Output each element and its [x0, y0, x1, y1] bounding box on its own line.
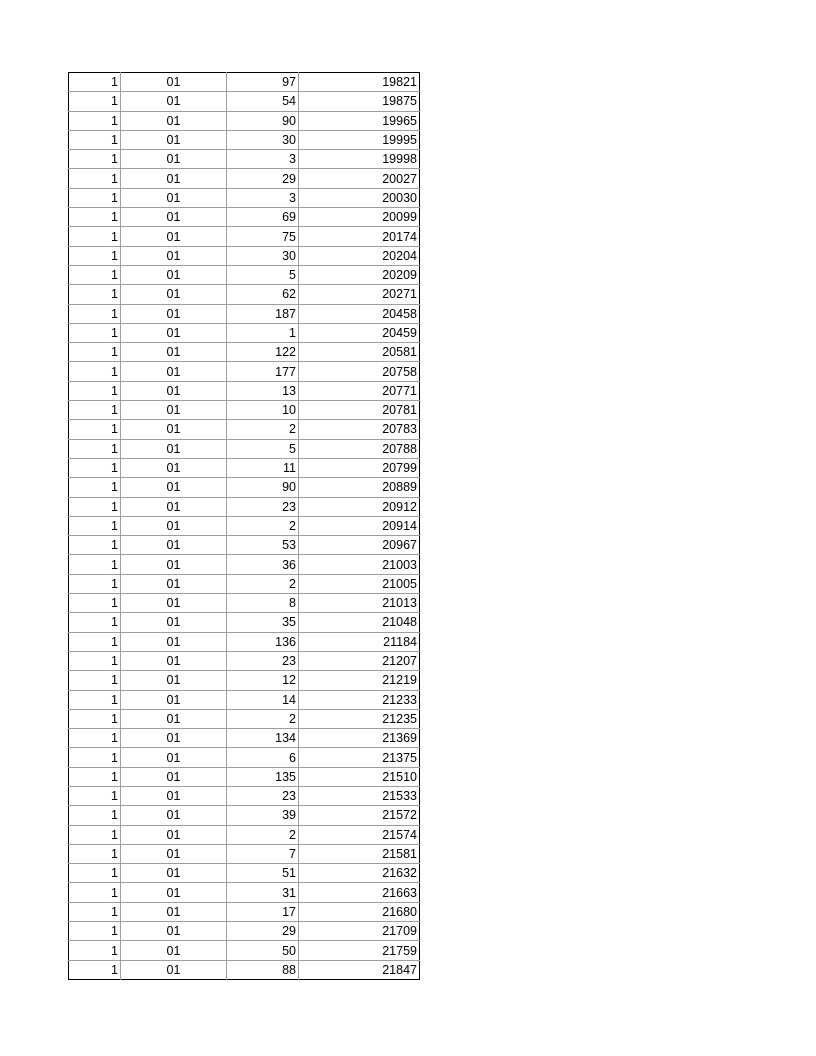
col-c-cell: 90: [227, 111, 299, 130]
col-c-cell: 2: [227, 420, 299, 439]
col-d-cell: 21233: [299, 690, 420, 709]
col-b-cell: 01: [121, 208, 227, 227]
col-a-cell: 1: [69, 169, 121, 188]
col-d-cell: 21663: [299, 883, 420, 902]
col-c-cell: 122: [227, 343, 299, 362]
col-b-cell: 01: [121, 150, 227, 169]
col-d-cell: 19965: [299, 111, 420, 130]
col-b-cell: 01: [121, 767, 227, 786]
col-d-cell: 21369: [299, 729, 420, 748]
table-body: [69, 73, 420, 980]
table-row: [69, 864, 420, 883]
col-c-cell: 5: [227, 265, 299, 284]
col-b-cell: 01: [121, 169, 227, 188]
col-c-cell: 30: [227, 130, 299, 149]
table-row: [69, 265, 420, 284]
table-row: [69, 439, 420, 458]
col-c-cell: 10: [227, 401, 299, 420]
col-c-cell: 6: [227, 748, 299, 767]
col-d-cell: 20799: [299, 458, 420, 477]
col-a-cell: 1: [69, 227, 121, 246]
col-a-cell: 1: [69, 439, 121, 458]
col-a-cell: 1: [69, 960, 121, 979]
col-d-cell: 21003: [299, 555, 420, 574]
col-a-cell: 1: [69, 536, 121, 555]
table-row: [69, 883, 420, 902]
col-b-cell: 01: [121, 343, 227, 362]
col-a-cell: 1: [69, 555, 121, 574]
table-row: [69, 285, 420, 304]
col-b-cell: 01: [121, 362, 227, 381]
table-row: [69, 420, 420, 439]
col-c-cell: 39: [227, 806, 299, 825]
col-d-cell: 20771: [299, 381, 420, 400]
col-d-cell: 21375: [299, 748, 420, 767]
col-d-cell: 20758: [299, 362, 420, 381]
table-row: [69, 960, 420, 979]
table-row: [69, 188, 420, 207]
col-c-cell: 53: [227, 536, 299, 555]
table-row: [69, 729, 420, 748]
table-row: [69, 227, 420, 246]
col-d-cell: 20458: [299, 304, 420, 323]
col-d-cell: 20204: [299, 246, 420, 265]
col-d-cell: 21533: [299, 786, 420, 805]
col-d-cell: 21572: [299, 806, 420, 825]
col-d-cell: 21680: [299, 902, 420, 921]
col-d-cell: 21013: [299, 594, 420, 613]
col-c-cell: 62: [227, 285, 299, 304]
col-c-cell: 187: [227, 304, 299, 323]
col-a-cell: 1: [69, 690, 121, 709]
col-d-cell: 21184: [299, 632, 420, 651]
table-row: [69, 786, 420, 805]
col-d-cell: 20967: [299, 536, 420, 555]
col-b-cell: 01: [121, 922, 227, 941]
col-d-cell: 20099: [299, 208, 420, 227]
col-a-cell: 1: [69, 188, 121, 207]
col-c-cell: 69: [227, 208, 299, 227]
col-a-cell: 1: [69, 729, 121, 748]
col-d-cell: 21581: [299, 844, 420, 863]
col-a-cell: 1: [69, 497, 121, 516]
table-row: [69, 478, 420, 497]
col-b-cell: 01: [121, 285, 227, 304]
col-a-cell: 1: [69, 265, 121, 284]
col-c-cell: 90: [227, 478, 299, 497]
col-c-cell: 30: [227, 246, 299, 265]
col-b-cell: 01: [121, 130, 227, 149]
col-d-cell: 20027: [299, 169, 420, 188]
col-b-cell: 01: [121, 246, 227, 265]
col-c-cell: 2: [227, 516, 299, 535]
col-d-cell: 19998: [299, 150, 420, 169]
col-d-cell: 20459: [299, 323, 420, 342]
col-b-cell: 01: [121, 902, 227, 921]
col-c-cell: 17: [227, 902, 299, 921]
col-c-cell: 5: [227, 439, 299, 458]
col-d-cell: 20581: [299, 343, 420, 362]
col-a-cell: 1: [69, 458, 121, 477]
col-d-cell: 21005: [299, 574, 420, 593]
col-d-cell: 21574: [299, 825, 420, 844]
table-row: [69, 922, 420, 941]
col-d-cell: 20209: [299, 265, 420, 284]
table-row: [69, 632, 420, 651]
col-a-cell: 1: [69, 420, 121, 439]
col-c-cell: 7: [227, 844, 299, 863]
col-d-cell: 21759: [299, 941, 420, 960]
col-b-cell: 01: [121, 497, 227, 516]
table-row: [69, 401, 420, 420]
table-row: [69, 150, 420, 169]
table-row: [69, 208, 420, 227]
col-a-cell: 1: [69, 478, 121, 497]
col-a-cell: 1: [69, 902, 121, 921]
col-b-cell: 01: [121, 748, 227, 767]
table-row: [69, 536, 420, 555]
table-row: [69, 671, 420, 690]
col-d-cell: 20889: [299, 478, 420, 497]
col-a-cell: 1: [69, 285, 121, 304]
col-d-cell: 20783: [299, 420, 420, 439]
col-a-cell: 1: [69, 73, 121, 92]
col-a-cell: 1: [69, 381, 121, 400]
col-d-cell: 21048: [299, 613, 420, 632]
col-a-cell: 1: [69, 748, 121, 767]
col-b-cell: 01: [121, 478, 227, 497]
col-b-cell: 01: [121, 73, 227, 92]
col-a-cell: 1: [69, 150, 121, 169]
col-b-cell: 01: [121, 92, 227, 111]
col-b-cell: 01: [121, 536, 227, 555]
col-d-cell: 20174: [299, 227, 420, 246]
table-row: [69, 381, 420, 400]
col-a-cell: 1: [69, 343, 121, 362]
col-a-cell: 1: [69, 574, 121, 593]
col-b-cell: 01: [121, 574, 227, 593]
table-row: [69, 130, 420, 149]
col-c-cell: 54: [227, 92, 299, 111]
col-b-cell: 01: [121, 594, 227, 613]
col-b-cell: 01: [121, 420, 227, 439]
col-b-cell: 01: [121, 690, 227, 709]
table-row: [69, 516, 420, 535]
col-b-cell: 01: [121, 458, 227, 477]
col-c-cell: 51: [227, 864, 299, 883]
col-b-cell: 01: [121, 709, 227, 728]
table-row: [69, 806, 420, 825]
col-c-cell: 88: [227, 960, 299, 979]
col-c-cell: 11: [227, 458, 299, 477]
table-row: [69, 323, 420, 342]
col-a-cell: 1: [69, 516, 121, 535]
col-c-cell: 134: [227, 729, 299, 748]
col-a-cell: 1: [69, 864, 121, 883]
col-a-cell: 1: [69, 922, 121, 941]
col-c-cell: 29: [227, 922, 299, 941]
col-b-cell: 01: [121, 806, 227, 825]
col-a-cell: 1: [69, 825, 121, 844]
col-b-cell: 01: [121, 825, 227, 844]
col-c-cell: 14: [227, 690, 299, 709]
table-row: [69, 613, 420, 632]
col-b-cell: 01: [121, 439, 227, 458]
col-a-cell: 1: [69, 709, 121, 728]
table-row: [69, 748, 420, 767]
col-b-cell: 01: [121, 304, 227, 323]
col-c-cell: 2: [227, 825, 299, 844]
col-a-cell: 1: [69, 671, 121, 690]
col-a-cell: 1: [69, 767, 121, 786]
col-d-cell: 21632: [299, 864, 420, 883]
col-c-cell: 29: [227, 169, 299, 188]
col-a-cell: 1: [69, 941, 121, 960]
col-c-cell: 13: [227, 381, 299, 400]
col-a-cell: 1: [69, 111, 121, 130]
col-d-cell: 19995: [299, 130, 420, 149]
table-row: [69, 169, 420, 188]
col-b-cell: 01: [121, 227, 227, 246]
col-d-cell: 21510: [299, 767, 420, 786]
col-c-cell: 50: [227, 941, 299, 960]
col-a-cell: 1: [69, 323, 121, 342]
table-row: [69, 497, 420, 516]
col-b-cell: 01: [121, 111, 227, 130]
data-table: [68, 72, 420, 980]
col-c-cell: 2: [227, 709, 299, 728]
col-b-cell: 01: [121, 651, 227, 670]
table-row: [69, 73, 420, 92]
table-row: [69, 941, 420, 960]
table-row: [69, 594, 420, 613]
col-c-cell: 35: [227, 613, 299, 632]
col-a-cell: 1: [69, 246, 121, 265]
col-a-cell: 1: [69, 786, 121, 805]
col-d-cell: 20788: [299, 439, 420, 458]
col-a-cell: 1: [69, 613, 121, 632]
col-b-cell: 01: [121, 729, 227, 748]
col-a-cell: 1: [69, 806, 121, 825]
col-b-cell: 01: [121, 844, 227, 863]
col-c-cell: 1: [227, 323, 299, 342]
col-d-cell: 20030: [299, 188, 420, 207]
table-row: [69, 92, 420, 111]
col-c-cell: 36: [227, 555, 299, 574]
col-c-cell: 23: [227, 497, 299, 516]
col-b-cell: 01: [121, 941, 227, 960]
table-row: [69, 690, 420, 709]
col-c-cell: 23: [227, 786, 299, 805]
table-row: [69, 651, 420, 670]
col-a-cell: 1: [69, 844, 121, 863]
col-b-cell: 01: [121, 883, 227, 902]
col-b-cell: 01: [121, 381, 227, 400]
table-row: [69, 304, 420, 323]
col-d-cell: 21847: [382, 962, 417, 977]
col-a-cell: 1: [69, 362, 121, 381]
col-d-cell: 21235: [299, 709, 420, 728]
col-d-cell: 20914: [299, 516, 420, 535]
col-d-cell: 21207: [299, 651, 420, 670]
col-c-cell: 135: [227, 767, 299, 786]
table-row: [69, 111, 420, 130]
col-a-cell: 1: [69, 130, 121, 149]
table-row: [69, 844, 420, 863]
table-row: [69, 709, 420, 728]
col-d-cell: 20271: [299, 285, 420, 304]
col-d-cell: 21709: [299, 922, 420, 941]
col-d-cell: 20781: [299, 401, 420, 420]
table-row: [69, 362, 420, 381]
col-c-cell: 2: [227, 574, 299, 593]
col-a-cell: 1: [69, 883, 121, 902]
col-d-cell: 21219: [299, 671, 420, 690]
table-row: [69, 343, 420, 362]
col-c-cell: 23: [227, 651, 299, 670]
table-row: [69, 825, 420, 844]
col-c-cell: 12: [227, 671, 299, 690]
table-row: [69, 246, 420, 265]
col-b-cell: 01: [121, 516, 227, 535]
col-b-cell: 01: [121, 555, 227, 574]
col-b-cell: 01: [121, 613, 227, 632]
col-d-cell: 19821: [299, 73, 420, 92]
col-b-cell: 01: [121, 786, 227, 805]
col-c-cell: 3: [227, 150, 299, 169]
col-a-cell: 1: [69, 92, 121, 111]
col-c-cell: 3: [227, 188, 299, 207]
col-b-cell: 01: [121, 632, 227, 651]
table-row: [69, 902, 420, 921]
col-a-cell: 1: [69, 632, 121, 651]
table-row: [69, 767, 420, 786]
col-c-cell: 31: [227, 883, 299, 902]
table-row: [69, 574, 420, 593]
col-b-cell: 01: [121, 401, 227, 420]
col-c-cell: 97: [227, 73, 299, 92]
col-a-cell: 1: [69, 304, 121, 323]
col-a-cell: 1: [69, 594, 121, 613]
col-d-cell: 19875: [299, 92, 420, 111]
col-c-cell: 177: [227, 362, 299, 381]
col-a-cell: 1: [69, 651, 121, 670]
col-b-cell: 01: [121, 864, 227, 883]
col-b-cell: 01: [121, 188, 227, 207]
col-a-cell: 1: [69, 208, 121, 227]
col-c-cell: 75: [227, 227, 299, 246]
table-row: [69, 458, 420, 477]
col-b-cell: 01: [121, 671, 227, 690]
table-row: [69, 555, 420, 574]
col-a-cell: 1: [69, 401, 121, 420]
col-b-cell: 01: [121, 323, 227, 342]
col-b-cell: 01: [121, 960, 227, 979]
col-c-cell: 136: [227, 632, 299, 651]
col-d-cell: 20912: [299, 497, 420, 516]
col-b-cell: 01: [121, 265, 227, 284]
col-c-cell: 8: [227, 594, 299, 613]
